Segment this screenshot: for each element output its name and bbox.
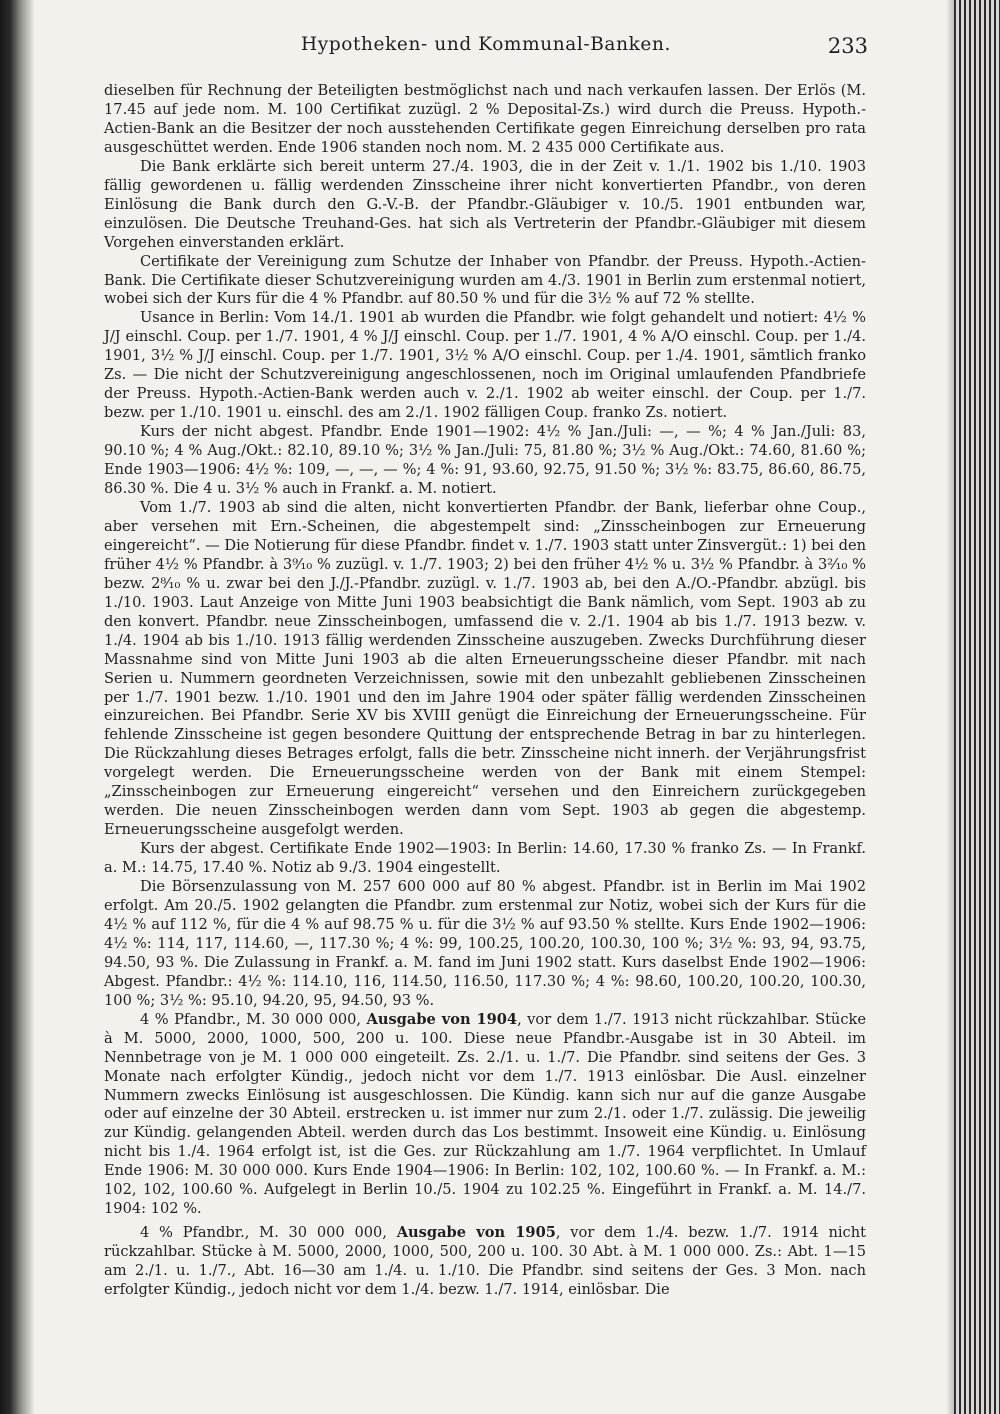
paragraph: Vom 1./7. 1903 ab sind die alten, nicht konvertierten Pfandbr. der Bank, lieferbar ohne Coup., aber versehen mit Ern.-Scheinen, die abgestempelt sind: „Zinsscheinbogen zur Erneuerung eingereicht“. — Die Notierung für diese Pfandbr. findet v. 1./7. 1903 statt unter Zinsvergüt.: 1) bei den früher 4½ % Pfandbr. à 3⁹⁄₁₀ % zuzügl. v. 1./7. 1903; 2) bei den früher 4½ % u. 3½ % Pfandbr. à 3²⁄₁₀ % bezw. 2⁸⁄₁₀ % u. zwar bei den J./J.-Pfandbr. zuzügl. v. 1./7. 1903 ab, bei den A./O.-Pfandbr. abzügl. bis 1./10. 1903. Laut Anzeige von Mitte Juni 1903 beabsichtigt die Bank nämlich, vom Sept. 1903 ab zu den konvert. Pfandbr. neue Zinsscheinbogen, umfassend die v. 2./1. 1904 ab bis 1./7. 1913 bezw. v. 1./4. 1904 ab bis 1./10. 1913 fällig werdenden Zinsscheine auszugeben. Zwecks Durchführung dieser Massnahme sind von Mitte Juni 1903 ab die alten Erneuerungsscheine dieser Pfandbr. mit nach Serien u. Nummern geordneten Verzeichnissen, sowie mit den unbezahlt gebliebenen Zinsscheinen per 1./7. 1901 bezw. 1./10. 1901 und den im Jahre 1904 oder später fällig werdenden Zinsscheinen einzureichen. Bei Pfandbr. Serie XV bis XVIII genügt die Einreichung der Erneuerungsscheine. Für fehlende Zinsscheine ist gegen besondere Quittung der entsprechende Betrag in bar zu hinterlegen. Die Rückzahlung dieses Betrages erfolgt, falls die betr. Zinsscheine nicht innerh. der Verjährungsfrist vorgelegt werden. Die Erneuerungsscheine werden von der Bank mit einem Stempel: „Zinsscheinbogen zur Erneuerung eingereicht“ versehen und den Einreichern zurückgegeben werden. Die neuen Zinsscheinbogen werden dann vom Sept. 1903 ab gegen die abgestemp. Erneuerungsscheine ausgefolgt werden.: [104, 498, 866, 839]
issue-1905-heading: Ausgabe von 1905: [396, 1224, 556, 1242]
running-title: Hypotheken- und Kommunal-Banken.: [301, 34, 671, 55]
paragraph: Die Bank erklärte sich bereit unterm 27./4. 1903, die in der Zeit v. 1./1. 1902 bis 1./10. 1903 fällig gewordenen u. fällig werdenden Zinsscheine ihrer nicht konvertierten Pfandbr., von deren Einlösung die Bank durch den G.-V.-B. der Pfandbr.-Gläubiger v. 10./5. 1901 entbunden war, einzulösen. Die Deutsche Treuhand-Ges. hat sich als Vertreterin der Pfandbr.-Gläubiger mit diesem Vorgehen einverstanden erklärt.: [104, 157, 866, 251]
paragraph: dieselben für Rechnung der Beteiligten bestmöglichst nach und nach verkaufen lassen. Der Erlös (M. 17.45 auf jede nom. M. 100 Certifikat zuzügl. 2 % Deposital-Zs.) wird durch die Preuss. Hypoth.-Actien-Bank an die Besitzer der noch ausstehenden Certifikate gegen Einreichung derselben pro rata ausgeschüttet werden. Ende 1906 standen noch nom. M. 2 435 000 Certifikate aus.: [104, 82, 866, 156]
paragraph: Die Börsenzulassung von M. 257 600 000 auf 80 % abgest. Pfandbr. ist in Berlin im Mai 1902 erfolgt. Am 20./5. 1902 gelangten die Pfandbr. zum erstenmal zur Notiz, wobei sich der Kurs für die 4½ % auf 112 %, für die 4 % auf 98.75 % u. für die 3½ % auf 93.50 % stellte. Kurs Ende 1902—1906: 4½ %: 114, 117, 114.60, —, 117.30 %; 4 %: 99, 100.25, 100.20, 100.30, 100 %; 3½ %: 93, 94, 93.75, 94.50, 93 %. Die Zulassung in Frankf. a. M. fand im Juni 1902 statt. Kurs daselbst Ende 1902—1906: Abgest. Pfandbr.: 4½ %: 114.10, 116, 114.50, 116.50, 117.30 %; 4 %: 98.60, 100.20, 100.20, 100.30, 100 %; 3½ %: 95.10, 94.20, 95, 94.50, 93 %.: [104, 878, 866, 1009]
page-stack-edge: [954, 0, 1000, 1414]
paragraph: Kurs der abgest. Certifikate Ende 1902—1903: In Berlin: 14.60, 17.30 % franko Zs. — In Frankf. a. M.: 14.75, 17.40 %. Notiz ab 9./3. 1904 eingestellt.: [104, 840, 866, 877]
paragraph: Usance in Berlin: Vom 14./1. 1901 ab wurden die Pfandbr. wie folgt gehandelt und notiert: 4½ % J/J einschl. Coup. per 1./7. 1901, 4 % J/J einschl. Coup. per 1./7. 1901, 4 % A/O einschl. Coup. per 1./4. 1901, 3½ % J/J einschl. Coup. per 1./7. 1901, 3½ % A/O einschl. Coup. per 1./4. 1901, sämtlich franko Zs. — Die nicht der Schutzvereinigung angeschlossenen, noch im Original umlaufenden Pfandbriefe der Preuss. Hypoth.-Actien-Bank werden auch v. 2./1. 1902 ab weiter einschl. der Coup. per 1./7. bezw. per 1./10. 1901 u. einschl. des am 2./1. 1902 fälligen Coup. franko Zs. notiert.: [104, 309, 866, 422]
paragraph: Kurs der nicht abgest. Pfandbr. Ende 1901—1902: 4½ % Jan./Juli: —, — %; 4 % Jan./Juli: 83, 90.10 %; 4 % Aug./Okt.: 82.10, 89.10 %; 3½ % Jan./Juli: 75, 81.80 %; 3½ % Aug./Okt.: 74.60, 81.60 %; Ende 1903—1906: 4½ %: 109, —, —, — %; 4 %: 91, 93.60, 92.75, 91.50 %; 3½ %: 83.75, 86.60, 86.75, 86.30 %. Die 4 u. 3½ % auch in Frankf. a. M. notiert.: [104, 423, 866, 498]
book-binding-shadow: [0, 0, 34, 1414]
issue-1904-lead: 4 % Pfandbr., M. 30 000 000,: [140, 1010, 367, 1028]
body-text: [104, 82, 866, 1300]
issue-1904-heading: Ausgabe von 1904: [366, 1010, 518, 1028]
issue-1905-lead: 4 % Pfandbr., M. 30 000 000,: [140, 1224, 397, 1242]
paragraph: Certifikate der Vereinigung zum Schutze der Inhaber von Pfandbr. der Preuss. Hypoth.-Actien-Bank. Die Certifikate dieser Schutzvereinigung wurden am 4./3. 1901 in Berlin zum erstenmal notiert, wobei sich der Kurs für die 4 % Pfandbr. auf 80.50 % und für die 3½ % auf 72 % stellte.: [104, 252, 866, 308]
issue-1905-text: , vor dem 1./4. bezw. 1./7. 1914 nicht rückzahlbar. Stücke à M. 5000, 2000, 1000, 500, 200 u. 100. 30 Abt. à M. 1 000 000. Zs.: Abt. 1—15 am 2./1. u. 1./7., Abt. 16—30 am 1./4. u. 1./10. Die Pfandbr. sind seitens der Ges. 3 Mon. nach erfolgter Kündig., jedoch nicht vor dem 1./4. bezw. 1./7. 1914, einlösbar. Die: [104, 1224, 866, 1299]
issue-1904-paragraph: [104, 1011, 866, 1219]
issue-1905-paragraph: [104, 1224, 866, 1300]
issue-1904-text: , vor dem 1./7. 1913 nicht rückzahlbar. Stücke à M. 5000, 2000, 1000, 500, 200 u. 100. Diese neue Pfandbr.-Ausgabe ist in 30 Abteil. im Nennbetrage von je M. 1 000 000 eingeteilt. Zs. 2./1. u. 1./7. Die Pfandbr. sind seitens der Ges. 3 Monate nach erfolgter Kündig., jedoch nicht vor dem 1./7. 1913 einlösbar. Die Ausl. einzelner Nummern zwecks Einlösung ist ausgeschlossen. Die Kündig. kann sich nur auf die ganze Ausgabe oder auf einzelne der 30 Abteil. erstrecken u. ist immer nur zum 2./1. oder 1./7. zulässig. Die jeweilig zur Kündig. gelangenden Abteil. werden durch das Los bestimmt. Insoweit eine Kündig. u. Einlösung nicht bis 1./4. 1964 erfolgt ist, ist die Ges. zur Rückzahlung am 1./7. 1964 verpflichtet. In Umlauf Ende 1906: M. 30 000 000. Kurs Ende 1904—1906: In Berlin: 102, 102, 100.60 %. — In Frankf. a. M.: 102, 102, 100.60 %. Aufgelegt in Berlin 10./5. 1904 zu 102.25 %. Eingeführt in Frankf. a. M. 14./7. 1904: 102 %.: [104, 1010, 866, 1218]
page-number: 233: [827, 34, 868, 58]
page-header: [104, 34, 868, 64]
